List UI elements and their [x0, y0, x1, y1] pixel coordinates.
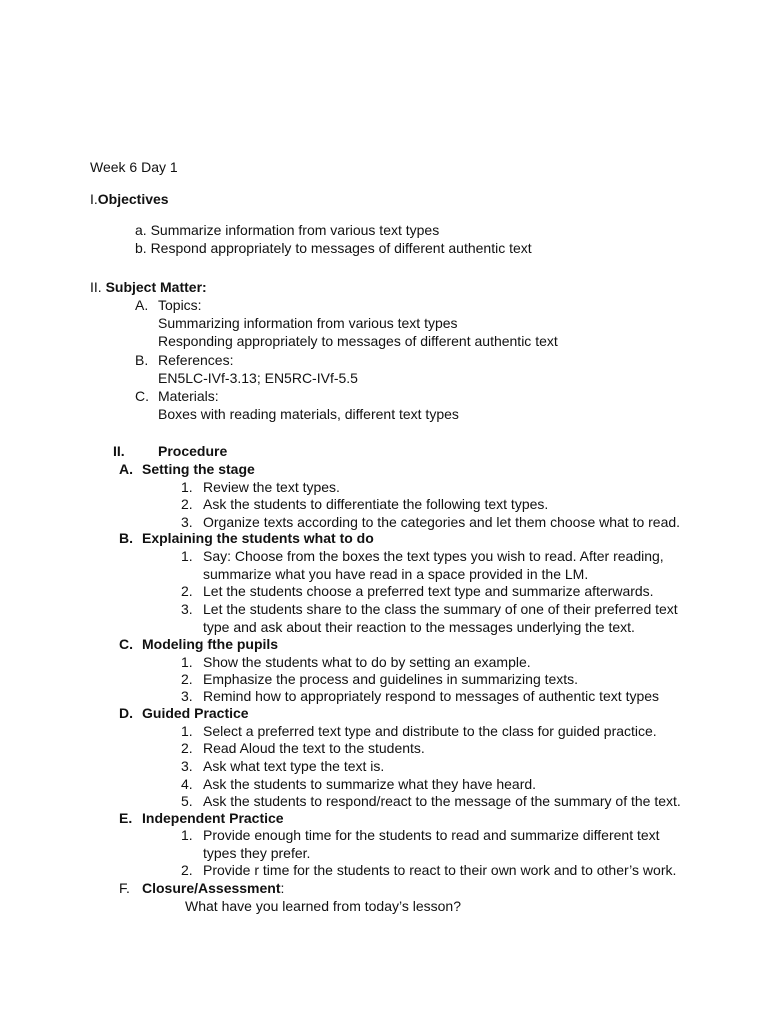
subject-matter-title: Subject Matter: [105, 279, 207, 295]
step-number: 3. [181, 601, 193, 617]
step-text: Read Aloud the text to the students. [203, 740, 425, 756]
step-text: Ask the students to summarize what they have heard. [203, 776, 537, 792]
step-number: 3. [181, 514, 193, 530]
closure-marker: F. [119, 880, 130, 896]
procedure-heading: Procedure [158, 443, 228, 459]
section-label: Materials: [158, 388, 219, 404]
step-text: Ask what text type the text is. [203, 758, 385, 774]
step-text: Review the text types. [203, 479, 340, 495]
step-text: Provide r time for the students to react to their own work and to other’s work. [203, 862, 677, 878]
procedure-section-heading: Setting the stage [142, 461, 255, 477]
closure-heading [142, 880, 284, 897]
step-number: 2. [181, 862, 193, 878]
step-text: Emphasize the process and guidelines in summarizing texts. [203, 671, 579, 687]
step-text: Let the students choose a preferred text type and summarize afterwards. [203, 583, 654, 599]
step-number: 3. [181, 758, 193, 774]
step-number: 2. [181, 740, 193, 756]
step-text: Provide enough time for the students to read and summarize different text [203, 827, 660, 843]
closure-title: Closure/Assessment [142, 880, 281, 896]
page-title: Week 6 Day 1 [90, 159, 178, 175]
section-label: References: [158, 352, 234, 368]
subject-matter-numeral: II. [90, 279, 102, 295]
step-number: 3. [181, 688, 193, 704]
step-text: types they prefer. [203, 845, 311, 861]
step-text: Let the students share to the class the summary of one of their preferred text [203, 601, 678, 617]
step-number: 1. [181, 548, 193, 564]
procedure-section-heading: Modeling fthe pupils [142, 636, 279, 652]
step-number: 2. [181, 671, 193, 687]
step-number: 1. [181, 654, 193, 670]
objective-item: b. Respond appropriately to messages of different authentic text [135, 240, 532, 256]
section-line: Responding appropriately to messages of different authentic text [158, 333, 558, 349]
step-number: 4. [181, 776, 193, 792]
step-text: Organize texts according to the categories and let them choose what to read. [203, 514, 681, 530]
section-line: Summarizing information from various text types [158, 315, 458, 331]
step-text: Say: Choose from the boxes the text types you wish to read. After reading, [203, 548, 664, 564]
step-number: 2. [181, 583, 193, 599]
objectives-title: Objectives [97, 191, 169, 207]
section-line: Boxes with reading materials, different text types [158, 406, 459, 422]
section-marker: B. [135, 352, 149, 368]
step-number: 2. [181, 496, 193, 512]
step-number: 1. [181, 723, 193, 739]
objective-item: a. Summarize information from various text types [135, 222, 440, 238]
procedure-section-heading: Guided Practice [142, 705, 249, 721]
section-marker: C. [135, 388, 149, 404]
step-number: 5. [181, 793, 193, 809]
procedure-marker: E. [119, 810, 133, 826]
closure-colon: : [280, 880, 285, 896]
procedure-numeral: II. [113, 443, 125, 459]
step-text: Ask the students to respond/react to the message of the summary of the text. [203, 793, 681, 809]
procedure-section-heading: Independent Practice [142, 810, 284, 826]
objectives-heading [90, 191, 169, 208]
step-number: 1. [181, 479, 193, 495]
procedure-marker: D. [119, 705, 133, 721]
step-number: 1. [181, 827, 193, 843]
closure-question: What have you learned from today’s lesson? [185, 898, 462, 914]
step-text: type and ask about their reaction to the messages underlying the text. [203, 619, 635, 635]
subject-matter-heading [90, 279, 207, 296]
step-text: Select a preferred text type and distribute to the class for guided practice. [203, 723, 657, 739]
section-label: Topics: [158, 297, 202, 313]
procedure-marker: B. [119, 530, 133, 546]
section-line: EN5LC-IVf-3.13; EN5RC-IVf-5.5 [158, 370, 358, 386]
procedure-marker: C. [119, 636, 133, 652]
step-text: Show the students what to do by setting an example. [203, 654, 531, 670]
step-text: Remind how to appropriately respond to messages of authentic text types [203, 688, 660, 704]
section-marker: A. [135, 297, 149, 313]
procedure-section-heading: Explaining the students what to do [142, 530, 374, 546]
step-text: Ask the students to differentiate the following text types. [203, 496, 549, 512]
procedure-marker: A. [119, 461, 133, 477]
step-text: summarize what you have read in a space provided in the LM. [203, 566, 589, 582]
objectives-numeral: I. [90, 191, 98, 207]
